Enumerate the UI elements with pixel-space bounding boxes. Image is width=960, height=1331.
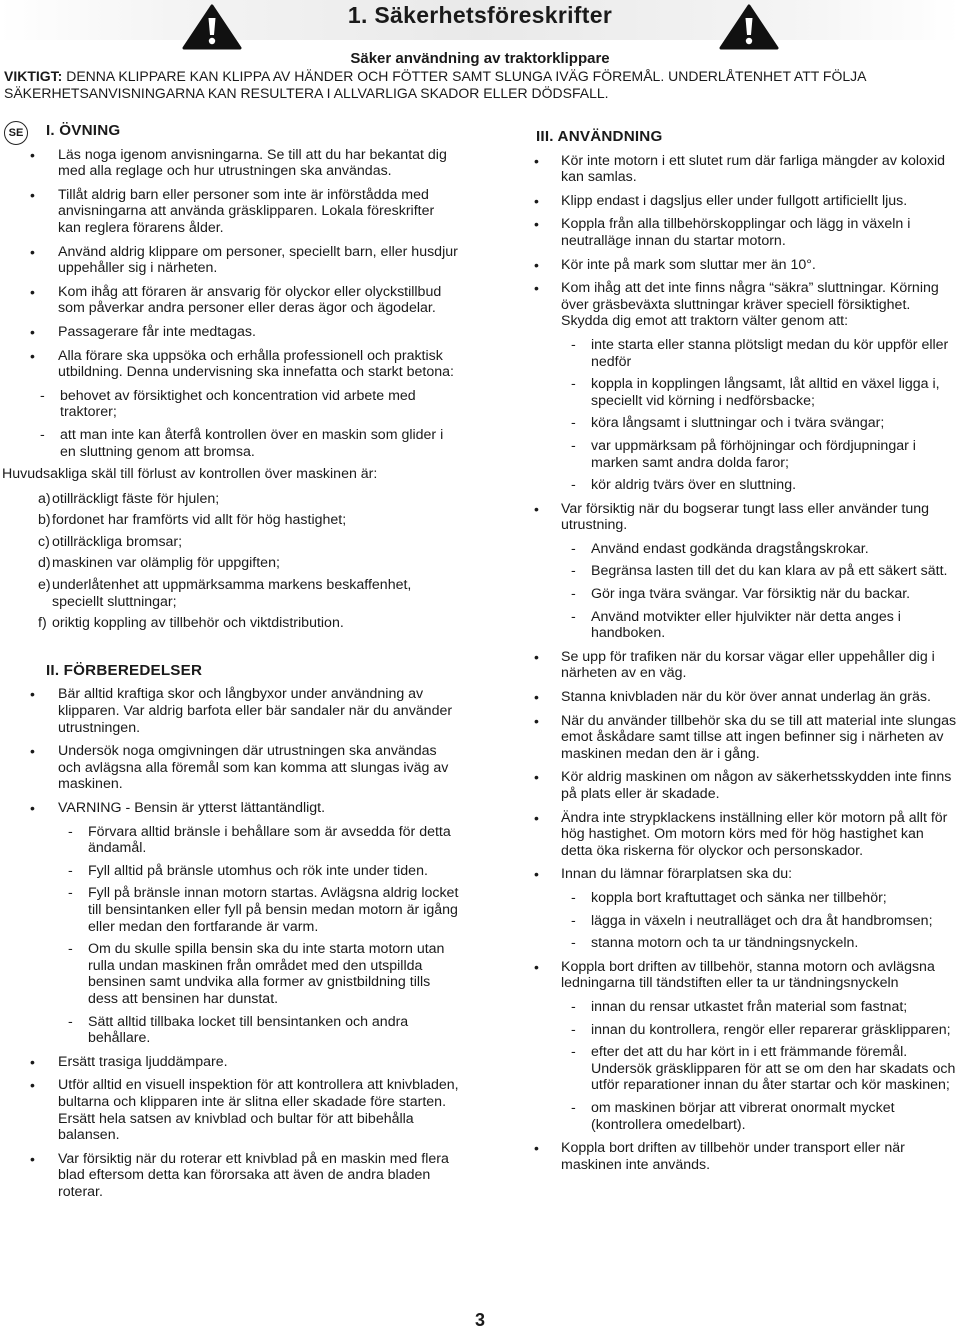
lettered-label: f): [38, 615, 47, 632]
lettered-label: c): [38, 533, 50, 550]
lettered-item: [2, 512, 460, 529]
dash-item: - behovet av försiktighet och koncentration vid arbete med traktorer;: [30, 388, 460, 421]
list-item-text: Kom ihåg att det inte finns några “säkra” sluttningar. Körning över gräsbeväxta sluttningar kräver speciell försiktighet. Skydda dig emot att traktorn välter genom att:: [561, 280, 939, 330]
dash-item: - att man inte kan återfå kontrollen över en maskin som glider i en sluttning genom att bromsa.: [30, 427, 460, 460]
ovning-dash-list: [30, 388, 460, 460]
list-item: [30, 800, 460, 1047]
dash-item: - om maskinen börjar att vibrerat onormalt mycket (kontrollera omedelbart).: [561, 1100, 958, 1133]
section-heading-anvandning: III. ANVÄNDNING: [536, 128, 663, 145]
list-item: • Undersök noga omgivningen där utrustningen ska användas och avlägsna alla föremål som kan komma att slungas iväg av maskinen.: [30, 743, 460, 793]
dash-item: - stanna motorn och ta ur tändningsnyckeln.: [561, 935, 958, 952]
language-badge: SE: [4, 121, 28, 145]
list-item: [534, 866, 958, 951]
lettered-label: d): [38, 555, 51, 572]
lettered-item: [2, 577, 460, 610]
list-item: • Koppla från alla tillbehörskopplingar och lägg in växeln i neutralläge innan du startar motorn.: [534, 216, 958, 249]
dash-item: - Använd endast godkända dragstångskrokar.: [561, 541, 958, 558]
list-item: • Passagerare får inte medtagas.: [30, 324, 460, 341]
dash-item: - innan du rensar utkastet från material som fastnat;: [561, 999, 958, 1016]
dash-item: - Gör inga tvära svängar. Var försiktig när du backar.: [561, 586, 958, 603]
dash-item: - inte starta eller stanna plötsligt medan du kör uppför eller nedför: [561, 337, 958, 370]
list-item: • Ändra inte strypklackens inställning eller kör motorn på allt för hög hastighet. Om motorn körs med för hög hastighet kan detta öka riskerna för olyckor och personskador.: [534, 810, 958, 860]
list-item-text: Koppla bort driften av tillbehör, stanna motorn och avlägsna ledningarna till tändstiften eller ta ur tändningsnyckeln: [561, 958, 935, 992]
warning-paragraph: [4, 68, 959, 102]
list-item-text: Innan du lämnar förarplatsen ska du:: [561, 866, 793, 883]
dash-item: - koppla in kopplingen långsamt, låt alltid en växel ligga i, speciellt vid körning i nedförsbacke;: [561, 376, 958, 409]
lettered-item: [2, 534, 460, 551]
warning-triangle-icon: [718, 3, 780, 51]
list-item: • Kom ihåg att föraren är ansvarig för olyckor eller olyckstillbud som påverkar andra personer eller deras ägor och ägodelar.: [30, 284, 460, 317]
lettered-label: b): [38, 512, 51, 529]
bogsering-dash-list: [561, 541, 958, 642]
page-number: 3: [474, 1310, 485, 1330]
list-item: • Kör inte på mark som sluttar mer än 10°.: [534, 257, 958, 274]
lettered-text: fordonet har framförts vid allt för hög hastighet;: [52, 512, 347, 529]
lettered-list: [2, 491, 460, 632]
dash-item: - Sätt alltid tillbaka locket till bensintanken och andra behållare.: [58, 1014, 460, 1047]
dash-item: - lägga in växeln i neutralläget och dra åt handbromsen;: [561, 913, 958, 930]
list-item: • Ersätt trasiga ljuddämpare.: [30, 1054, 460, 1071]
forberedelser-list: [30, 686, 460, 1200]
list-item: [534, 501, 958, 642]
dash-item: - koppla bort kraftuttaget och sänka ner tillbehör;: [561, 890, 958, 907]
right-column: [534, 129, 958, 1180]
dash-item: - Förvara alltid bränsle i behållare som är avsedda för detta ändamål.: [58, 824, 460, 857]
warning-label: VIKTIGT:: [4, 68, 63, 84]
lettered-text: otillräckliga bromsar;: [52, 533, 183, 550]
lettered-text: oriktig koppling av tillbehör och viktdistribution.: [52, 615, 344, 632]
list-item: • Kör aldrig maskinen om någon av säkerhetsskydden inte finns på plats eller är skadade.: [534, 769, 958, 802]
anvandning-list: [534, 153, 958, 1174]
paragraph: Huvudsakliga skäl till förlust av kontrollen över maskinen är:: [2, 466, 378, 483]
list-item: • Bär alltid kraftiga skor och långbyxor under användning av klipparen. Var aldrig barfota eller bär sandaler när du använder utrustningen.: [30, 686, 460, 736]
dash-item: - köra långsamt i sluttningar och i tvära svängar;: [561, 415, 958, 432]
list-item: • Var försiktig när du roterar ett knivblad på en maskin med flera blad eftersom detta kan förorsaka att även de andra bladen roterar.: [30, 1151, 460, 1201]
list-item: • Använd aldrig klippare om personer, speciellt barn, eller husdjur uppehåller sig i närheten.: [30, 244, 460, 277]
dash-item: - Om du skulle spilla bensin ska du inte starta motorn utan rulla undan maskinen från området med den utspillda bensinen samt undvika alla former av gnistbildning tills dess att bensinen har dunstat.: [58, 941, 460, 1007]
sluttning-dash-list: [561, 337, 958, 494]
list-item: • Tillåt aldrig barn eller personer som inte är införstådda med anvisningarna att använda gräsklipparen. Lokala föreskrifter kan reglera förarens ålder.: [30, 187, 460, 237]
ovning-list: [30, 147, 460, 381]
page-title: 1. Säkerhetsföreskrifter: [347, 2, 613, 28]
list-item: • Klipp endast i dagsljus eller under fullgott artificiellt ljus.: [534, 193, 958, 210]
dash-item: - Fyll alltid på bränsle utomhus och rök inte under tiden.: [58, 863, 460, 880]
list-item: • Koppla bort driften av tillbehör under transport eller när maskinen inte används.: [534, 1140, 958, 1173]
warning-body: DENNA KLIPPARE KAN KLIPPA AV HÄNDER OCH FÖTTER SAMT SLUNGA IVÄG FÖREMÅL. UNDERLÅTENHET ATT FÖLJA SÄKERHETSANVISNINGARNA KAN RESULTERA I ALLVARLIGA SKADOR ELLER DÖDSFALL.: [4, 68, 866, 101]
lettered-item: [2, 555, 460, 572]
list-item-text: VARNING - Bensin är ytterst lättantändligt.: [58, 800, 326, 816]
lettered-label: e): [38, 577, 51, 594]
lettered-item: [2, 615, 460, 632]
dash-item: - Använd motvikter eller hjulvikter när detta anges i handboken.: [561, 609, 958, 642]
list-item: [534, 280, 958, 494]
section-heading-ovning: I. ÖVNING: [46, 122, 121, 139]
list-item: • Kör inte motorn i ett slutet rum där farliga mängder av koloxid kan samlas.: [534, 153, 958, 186]
lettered-text: otillräckligt fäste för hjulen;: [52, 490, 220, 507]
list-item: • När du använder tillbehör ska du se till att material inte slungas emot åskådare samt tillse att ingen befinner sig i närheten av maskinen medan den är i gång.: [534, 713, 958, 763]
list-item: • Stanna knivbladen när du kör över annat underlag än gräs.: [534, 689, 958, 706]
lettered-label: a): [38, 490, 51, 507]
dash-item: - Fyll på bränsle innan motorn startas. Avlägsna aldrig locket till bensintanken eller fyll på bensin medan motorn är igång eller medan den fortfarande är varm.: [58, 885, 460, 935]
dash-item: - efter det att du har kört in i ett främmande föremål. Undersök gräsklipparen för att se om den har skadats och utför reparationer innan du åter startar och kör maskinen;: [561, 1044, 958, 1094]
lettered-text: maskinen var olämplig för uppgiften;: [52, 555, 280, 572]
dash-item: - kör aldrig tvärs över en sluttning.: [561, 477, 958, 494]
list-item: • Läs noga igenom anvisningarna. Se till att du har bekantat dig med alla reglage och hur utrustningen ska användas.: [30, 147, 460, 180]
list-item-text: Var försiktig när du bogserar tungt lass eller använder tung utrustning.: [561, 500, 930, 534]
koppla-bort-dash-list: [561, 999, 958, 1133]
dash-item: - Begränsa lasten till det du kan klara av på ett säkert sätt.: [561, 563, 958, 580]
lettered-item: [2, 491, 460, 508]
lettered-text: underlåtenhet att uppmärksamma markens beskaffenhet, speciellt sluttningar;: [52, 577, 412, 610]
dash-item: - var uppmärksam på förhöjningar och fördjupningar i marken samt andra dolda faror;: [561, 438, 958, 471]
forarplats-dash-list: [561, 890, 958, 952]
dash-item: - innan du kontrollera, rengör eller reparerar gräsklipparen;: [561, 1022, 958, 1039]
list-item: • Alla förare ska uppsöka och erhålla professionell och praktisk utbildning. Denna undervisning ska innefatta och starkt betona:: [30, 348, 460, 381]
list-item: • Se upp för trafiken när du korsar vägar eller uppehåller dig i närheten av en väg.: [534, 649, 958, 682]
list-item: [534, 959, 958, 1133]
left-column: [2, 122, 460, 1207]
bensin-dash-list: [58, 824, 460, 1047]
subtitle: Säker användning av traktorklippare: [350, 50, 610, 67]
list-item: • Utför alltid en visuell inspektion för att kontrollera att knivbladen, bultarna och klipparen inte är slitna eller skadade före starten. Ersätt hela satsen av knivblad och bultar för att bibehålla balansen.: [30, 1077, 460, 1143]
section-heading-forberedelser: II. FÖRBEREDELSER: [46, 661, 203, 679]
